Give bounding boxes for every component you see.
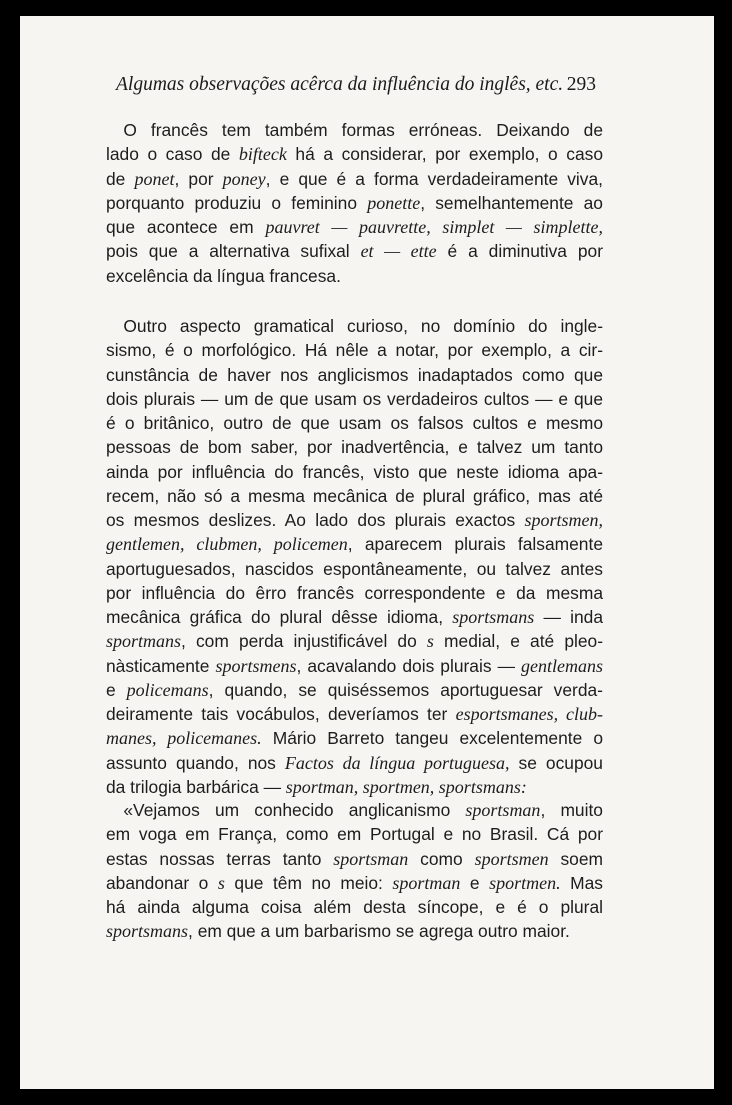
text-run: que acontece em [106,217,266,237]
text-line [106,557,603,581]
page-number: 293 [566,74,596,95]
text-line [106,581,603,605]
text-run: soem [548,848,603,869]
text-line [106,678,603,702]
text-run: os mesmos deslizes. Ao lado dos plurais exactos [106,510,525,530]
text-run: em voga em França, como em Portugal e no Brasil. Cá por [106,824,603,845]
text-run: Outro aspecto gramatical curioso, no domínio do ingle- [106,316,603,336]
paragraph-2 [106,314,603,799]
text-line [106,508,603,532]
text-run: abandonar o [106,872,218,893]
text-run: , e que é a forma verdadeiramente viva, [265,168,603,189]
text-line [106,314,603,338]
italic-run: sportman [392,872,461,893]
text-line [106,798,603,822]
text-line [106,215,603,239]
book-page [20,16,714,1089]
text-line [106,191,603,215]
text-run: — inda [534,607,603,627]
italic-run: sportsmen, [524,510,603,530]
text-line [106,726,603,750]
text-run: se ocupou [509,752,603,773]
text-line [106,847,603,871]
italic-run: poney [222,168,266,189]
italic-run: s [217,872,225,893]
text-line [106,822,603,846]
text-line [106,460,603,484]
italic-run: sportmans [106,631,182,652]
text-line [106,919,603,943]
text-run: que têm no meio: [224,872,393,893]
text-run: é o britânico, outro de que usam os falsos cultos e mesmo [106,413,603,433]
text-line [106,167,603,191]
italic-run: esportsmanes, club- [455,704,603,724]
italic-run: sportman, sportmen, sportsmans: [285,776,527,797]
text-line [106,532,603,556]
text-run: e [106,679,127,700]
running-header [116,74,596,96]
text-run: , aparecem plurais falsamente [347,534,603,555]
text-line [106,629,603,653]
text-line [106,363,603,387]
text-line [106,484,603,508]
text-line [106,435,603,459]
header-title: Algumas observações acêrca da influência do inglês, etc. [116,74,564,95]
italic-run: gentlemen, clubmen, policemen [106,534,348,555]
paragraph-3 [106,798,603,944]
text-line [106,775,603,799]
italic-run: bifteck [238,144,287,165]
text-run: pessoas de bom saber, por inadvertência, e talvez um tanto [106,437,603,458]
text-run: ainda por influência do francês, visto que neste idioma apa- [106,461,603,482]
italic-run: Factos da língua portuguesa, [284,752,510,773]
text-run: , muito [540,800,603,820]
text-run: , acavalando dois plurais — [296,655,521,676]
text-run: como [408,848,475,869]
italic-run: policemans [126,679,209,700]
text-run: , por [174,168,223,189]
text-run: , em que a um barbarismo se agrega outro maior. [188,921,570,942]
text-run: por influência do êrro francês correspondente e da mesma [106,582,603,603]
text-run: de [106,168,135,189]
text-line [106,142,603,166]
italic-run: et — ette [360,241,437,262]
text-run: assunto quando, nos [106,752,285,773]
text-run: sismo, é o morfológico. Há nêle a notar, por exemplo, a cir- [106,340,603,361]
italic-run: sportsmens [215,655,297,676]
italic-run: sportsmans [452,607,535,627]
text-line [106,118,603,142]
text-run: «Vejamos um conhecido anglicanismo [106,800,466,820]
text-run: deiramente tais vocábulos, deveríamos ter [106,704,456,724]
italic-run: sportsman [465,800,541,820]
text-run: cunstância de haver nos anglicismos inadaptados como que [106,364,603,385]
text-line [106,895,603,919]
italic-run: ponette [367,192,421,213]
text-line [106,605,603,629]
text-line [106,411,603,435]
text-run: Mas [560,872,603,893]
text-line [106,338,603,362]
italic-run: gentlemans [521,655,603,676]
text-run: lado o caso de [106,144,239,165]
text-run: porquanto produziu o feminino [106,192,368,213]
text-run: Mário Barreto tangeu excelentemente o [261,728,603,749]
italic-run: sportsman [333,848,409,869]
text-run: , quando, se quiséssemos aportuguesar verda- [208,679,603,700]
text-run: pois que a alternativa sufixal [106,241,361,262]
text-run: recem, não só a mesma mecânica de plural gráfico, mas até [106,485,603,506]
italic-run: pauvret — pauvrette, simplet — simplette, [265,217,603,237]
paragraph-1 [106,118,603,288]
text-run: mecânica gráfica do plural dêsse idioma, [106,607,453,627]
italic-run: ponet [134,168,175,189]
italic-run: manes, policemanes. [106,728,262,749]
text-run: , com perda injustificável do [181,631,427,652]
text-run: e [460,872,490,893]
text-run: há ainda alguma coisa além desta síncope, e é o plural [106,897,603,917]
text-run: da trilogia barbárica — [106,776,286,797]
text-line [106,654,603,678]
text-line [106,264,603,288]
italic-run: sportsmans [106,921,189,942]
text-run: dois plurais — um de que usam os verdadeiros cultos — e que [106,388,603,409]
text-run: é a diminutiva por [436,241,603,262]
italic-run: s [426,631,434,652]
text-run: O francês tem também formas erróneas. Deixando de [106,120,603,140]
text-run: nàsticamente [106,655,216,676]
text-line [106,387,603,411]
text-run: , semelhantemente ao [420,192,603,213]
italic-run: sportmen. [489,872,561,893]
text-line [106,239,603,263]
text-run: há a considerar, por exemplo, o caso [286,144,603,165]
italic-run: sportsmen [474,848,549,869]
text-line [106,871,603,895]
text-run: aportuguesados, nascidos espontâneamente, ou talvez antes [106,558,603,579]
text-run: excelência da língua francesa. [106,265,341,286]
text-run: estas nossas terras tanto [106,848,334,869]
text-run: medial, e até pleo- [433,631,603,652]
text-line [106,702,603,726]
text-line [106,751,603,775]
